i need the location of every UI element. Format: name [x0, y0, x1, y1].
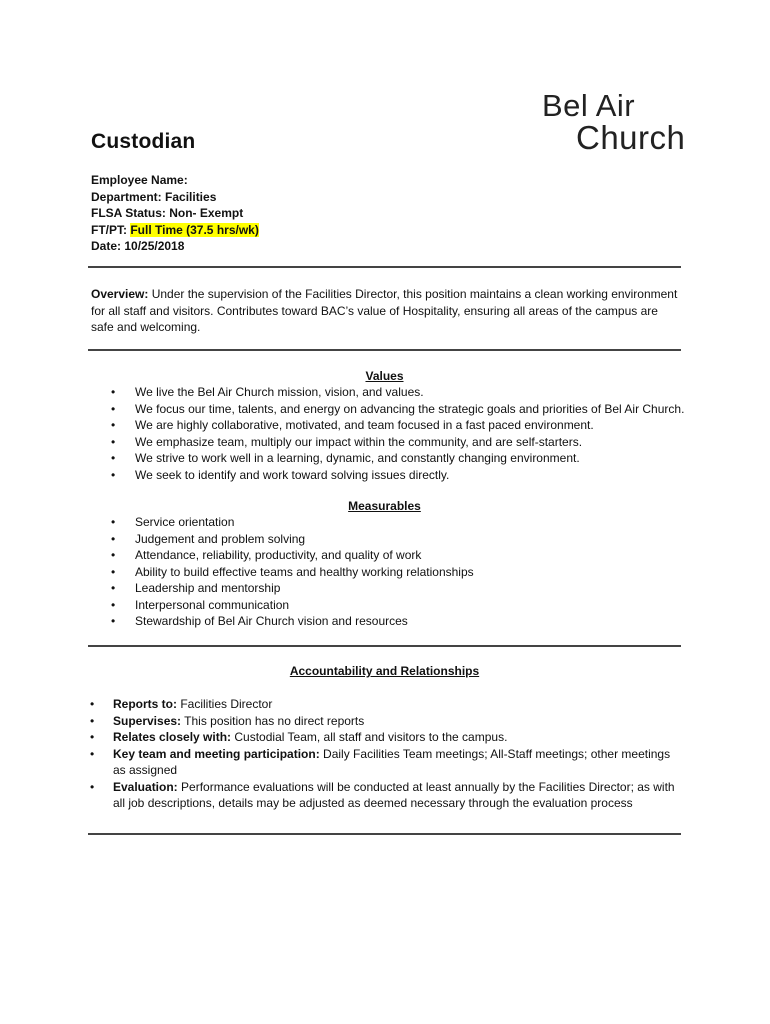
- list-item: • We focus our time, talents, and energy on advancing the strategic goals and priorities of Bel Air Church.: [135, 401, 695, 418]
- list-item: • Judgement and problem solving: [135, 531, 695, 548]
- accountability-heading: Accountability and Relationships: [289, 664, 480, 678]
- divider-rule: [88, 645, 681, 647]
- church-logo: [538, 88, 686, 156]
- logo-line-2: Church: [576, 119, 686, 156]
- item-label: Supervises:: [113, 713, 182, 728]
- values-heading: Values: [365, 369, 404, 383]
- list-item: • Ability to build effective teams and healthy working relationships: [135, 564, 695, 581]
- date-line: Date: 10/25/2018: [91, 239, 185, 253]
- ftpt-line: [91, 222, 259, 239]
- list-item: • Service orientation: [135, 514, 695, 531]
- list-item: • We seek to identify and work toward solving issues directly.: [135, 467, 695, 484]
- page-title: Custodian: [91, 130, 196, 153]
- ftpt-label: FT/PT:: [91, 222, 127, 237]
- ftpt-value-highlight: Full Time (37.5 hrs/wk): [130, 222, 259, 237]
- overview-text: Under the supervision of the Facilities Director, this position maintains a clean working environment for all staff and visitors. Contributes toward BAC’s value of Hospitality, ensuring all areas of the campus are safe and welcoming.: [91, 287, 678, 334]
- employee-info: [91, 172, 259, 255]
- item-label: Reports to:: [113, 697, 177, 711]
- employee-name-line: Employee Name:: [91, 173, 188, 187]
- list-item: [113, 696, 683, 713]
- accountability-list: [113, 696, 683, 812]
- item-text: Performance evaluations will be conducted at least annually by the Facilities Director; as with all job descriptions, details may be adjusted as deemed necessary through the evaluation process: [113, 779, 675, 810]
- item-label: Evaluation:: [113, 779, 178, 794]
- list-item: [113, 746, 683, 779]
- values-list: [135, 384, 695, 483]
- list-item: • Attendance, reliability, productivity, and quality of work: [135, 547, 695, 564]
- divider-rule: [88, 266, 681, 268]
- item-text: Facilities Director: [177, 697, 273, 711]
- list-item: [113, 729, 683, 746]
- list-item: • We emphasize team, multiply our impact within the community, and are self-starters.: [135, 434, 695, 451]
- list-item: • We strive to work well in a learning, dynamic, and constantly changing environment.: [135, 450, 695, 467]
- measurables-heading: Measurables: [348, 499, 421, 513]
- flsa-status-line: FLSA Status: Non- Exempt: [91, 206, 244, 220]
- list-item: • We are highly collaborative, motivated, and team focused in a fast paced environment.: [135, 417, 695, 434]
- overview-label: Overview:: [91, 287, 149, 301]
- list-item: • We live the Bel Air Church mission, vision, and values.: [135, 384, 695, 401]
- divider-rule: [88, 349, 681, 351]
- list-item: [113, 713, 683, 730]
- item-text: This position has no direct reports: [181, 713, 365, 728]
- item-text: Custodial Team, all staff and visitors to the campus.: [231, 730, 508, 744]
- item-label: Key team and meeting participation:: [113, 746, 320, 761]
- item-label: Relates closely with:: [113, 730, 232, 744]
- list-item: • Stewardship of Bel Air Church vision and resources: [135, 613, 695, 630]
- logo-line-1: Bel Air: [542, 88, 636, 123]
- list-item: [113, 779, 683, 812]
- department-line: Department: Facilities: [91, 189, 217, 204]
- item-text: Daily Facilities Team meetings; All-Staff meetings; other meetings as assigned: [113, 746, 671, 777]
- list-item: • Interpersonal communication: [135, 597, 695, 614]
- measurables-list: [135, 514, 695, 630]
- list-item: • Leadership and mentorship: [135, 580, 695, 597]
- overview-paragraph: [91, 286, 683, 336]
- divider-rule: [88, 833, 681, 835]
